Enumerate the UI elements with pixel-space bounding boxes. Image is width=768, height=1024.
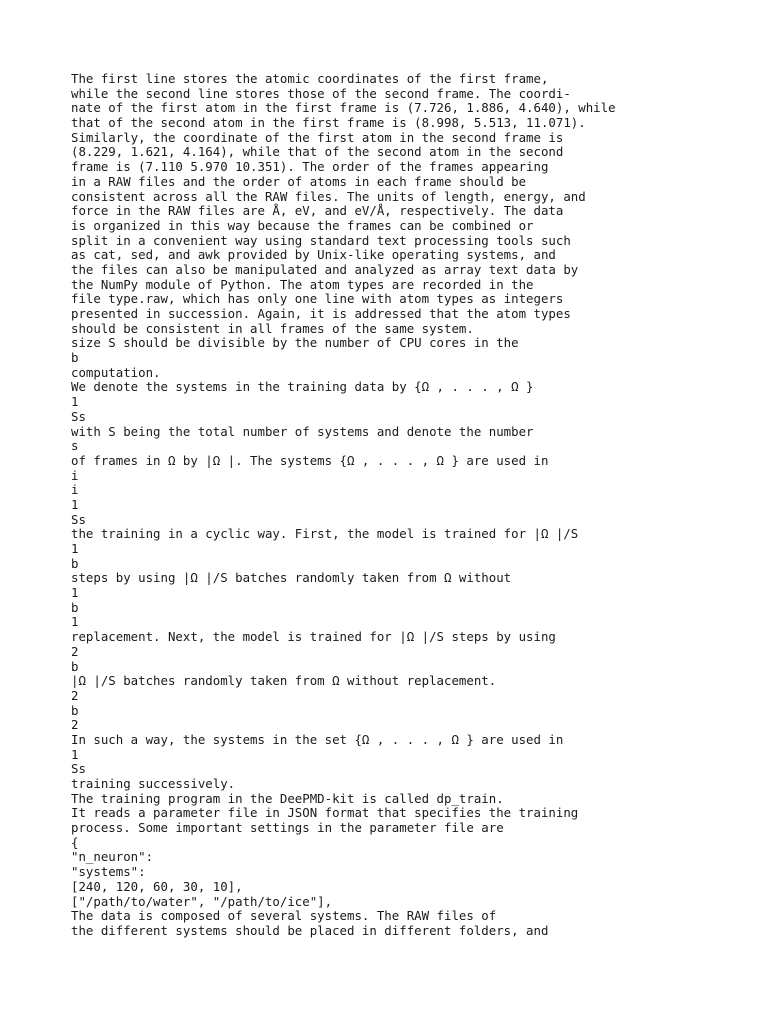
text-line: process. Some important settings in the parameter file are: [71, 820, 504, 836]
text-line: Ss: [71, 511, 86, 527]
text-line: in a RAW files and the order of atoms in each frame should be: [71, 173, 527, 189]
text-line: computation.: [71, 364, 161, 380]
text-line: size S should be divisible by the number of CPU cores in the: [71, 335, 519, 351]
text-line: force in the RAW files are Å, eV, and eV/Å, respectively. The data: [71, 203, 564, 219]
text-line: nate of the first atom in the first frame is (7.726, 1.886, 4.640), while: [71, 100, 616, 116]
text-line: is organized in this way because the frames can be combined or: [71, 217, 534, 233]
text-line: Similarly, the coordinate of the first atom in the second frame is: [71, 129, 564, 145]
text-line: b: [71, 702, 79, 718]
text-line: Ss: [71, 761, 86, 777]
text-line: (8.229, 1.621, 4.164), while that of the second atom in the second: [71, 144, 564, 160]
text-line: replacement. Next, the model is trained for |Ω |/S steps by using: [71, 629, 556, 645]
text-line: frame is (7.110 5.970 10.351). The order of the frames appearing: [71, 159, 549, 175]
text-line: split in a convenient way using standard text processing tools such: [71, 232, 571, 248]
text-line: It reads a parameter file in JSON format that specifies the training: [71, 805, 579, 821]
text-line: 1: [71, 394, 79, 410]
text-line: "systems":: [71, 864, 146, 880]
text-line: of frames in Ω by |Ω |. The systems {Ω , . . . , Ω } are used in: [71, 452, 549, 468]
text-line: i: [71, 482, 79, 498]
text-line: We denote the systems in the training data by {Ω , . . . , Ω }: [71, 379, 534, 395]
text-line: while the second line stores those of the second frame. The coordi-: [71, 85, 571, 101]
text-line: The first line stores the atomic coordinates of the first frame,: [71, 71, 549, 86]
text-line: file type.raw, which has only one line with atom types as integers: [71, 291, 564, 307]
text-line: 2: [71, 687, 79, 703]
text-line: presented in succession. Again, it is addressed that the atom types: [71, 306, 571, 321]
document-body: [71, 72, 731, 939]
text-line: The training program in the DeePMD-kit is called dp_train.: [71, 790, 504, 806]
text-line: b: [71, 599, 79, 615]
text-line: 1: [71, 541, 79, 556]
text-line: steps by using |Ω |/S batches randomly taken from Ω without: [71, 570, 512, 586]
text-line: [240, 120, 60, 30, 10],: [71, 878, 243, 894]
text-line: 1: [71, 614, 79, 630]
text-line: Ss: [71, 408, 86, 424]
text-line: 1: [71, 496, 79, 512]
text-line: s: [71, 438, 79, 454]
text-line: the NumPy module of Python. The atom types are recorded in the: [71, 276, 534, 292]
text-line: ["/path/to/water", "/path/to/ice"],: [71, 893, 333, 909]
text-line: training successively.: [71, 776, 236, 791]
text-line: that of the second atom in the first frame is (8.998, 5.513, 11.071).: [71, 115, 586, 131]
text-line: as cat, sed, and awk provided by Unix-like operating systems, and: [71, 247, 556, 263]
text-line: In such a way, the systems in the set {Ω , . . . , Ω } are used in: [71, 731, 564, 747]
text-line: the training in a cyclic way. First, the model is trained for |Ω |/S: [71, 526, 579, 542]
text-line: b: [71, 555, 79, 571]
text-line: i: [71, 467, 79, 483]
text-line: "n_neuron":: [71, 849, 154, 865]
text-line: with S being the total number of systems and denote the number: [71, 423, 534, 439]
text-line: b: [71, 658, 79, 674]
text-line: 2: [71, 643, 79, 659]
text-line: the different systems should be placed in different folders, and: [71, 922, 549, 938]
text-line: {: [71, 834, 79, 850]
text-line: The data is composed of several systems. The RAW files of: [71, 908, 497, 924]
text-line: should be consistent in all frames of the same system.: [71, 320, 474, 336]
text-line: 1: [71, 585, 79, 601]
text-line: b: [71, 350, 79, 366]
text-line: the files can also be manipulated and analyzed as array text data by: [71, 261, 579, 277]
text-line: consistent across all the RAW files. The units of length, energy, and: [71, 188, 586, 204]
text-line: 2: [71, 717, 79, 733]
text-line: 1: [71, 746, 79, 762]
text-line: |Ω |/S batches randomly taken from Ω without replacement.: [71, 673, 497, 689]
